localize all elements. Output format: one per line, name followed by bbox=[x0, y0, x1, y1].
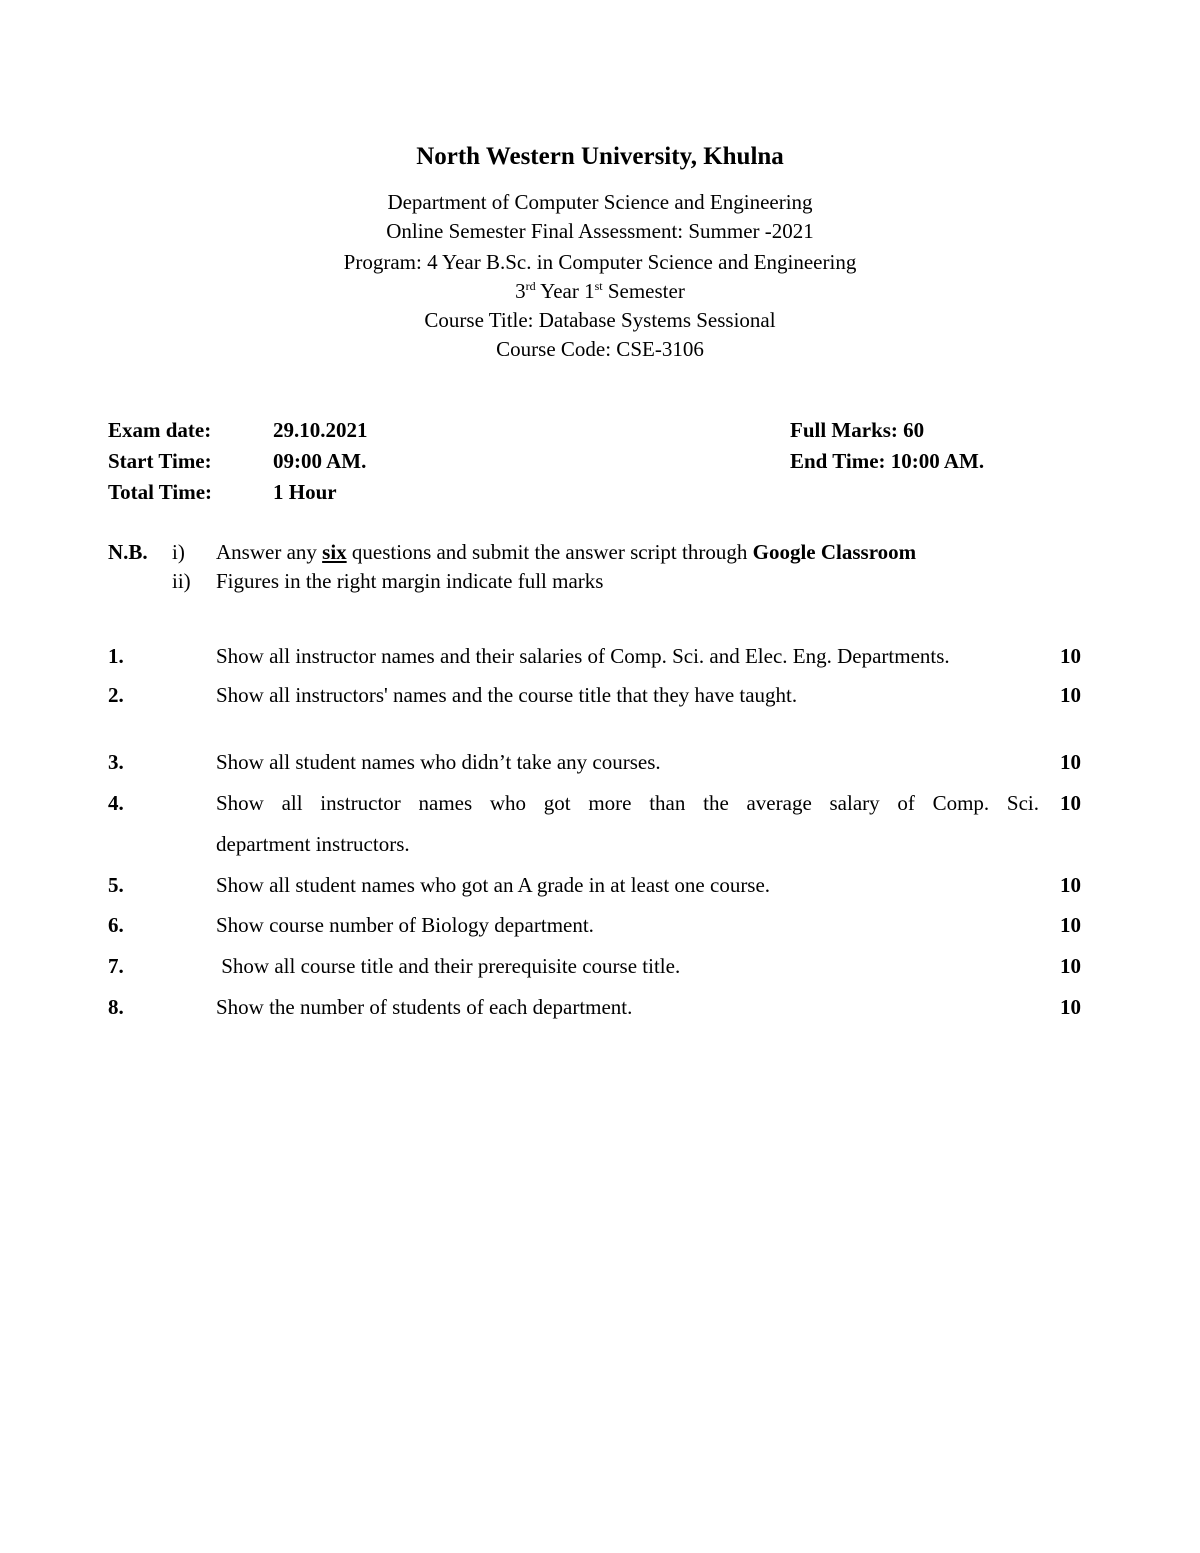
assessment-line: Online Semester Final Assessment: Summer -2021 bbox=[386, 219, 814, 243]
semester-superscript: st bbox=[594, 279, 603, 293]
start-time-label: Start Time: bbox=[108, 449, 212, 473]
course-title-line: Course Title: Database Systems Sessional bbox=[424, 308, 776, 332]
question-number: 7. bbox=[108, 954, 124, 978]
question-marks: 10 bbox=[1060, 791, 1081, 815]
course-code-line: Course Code: CSE-3106 bbox=[496, 337, 704, 361]
year-number: 3 bbox=[515, 279, 526, 303]
note-ii-text: Figures in the right margin indicate full marks bbox=[216, 569, 604, 593]
question-text: Show all instructor names and their salaries of Comp. Sci. and Elec. Eng. Departments. bbox=[216, 644, 950, 668]
note-i-google-classroom: Google Classroom bbox=[752, 540, 917, 564]
year-semester-line bbox=[0, 279, 1200, 304]
question-marks: 10 bbox=[1060, 913, 1081, 937]
question-number: 2. bbox=[108, 683, 124, 707]
question-marks: 10 bbox=[1060, 873, 1081, 897]
total-time-label: Total Time: bbox=[108, 480, 213, 504]
department-line: Department of Computer Science and Engineering bbox=[387, 190, 813, 214]
note-i-text bbox=[216, 540, 916, 565]
total-time-value: 1 Hour bbox=[273, 480, 337, 504]
note-i-text-b: questions and submit the answer script through bbox=[346, 540, 753, 564]
start-time-value: 09:00 AM. bbox=[273, 449, 367, 473]
question-text: Show the number of students of each department. bbox=[216, 995, 633, 1019]
note-ii-number: ii) bbox=[172, 569, 191, 593]
nb-label: N.B. bbox=[108, 540, 148, 564]
exam-date-label: Exam date: bbox=[108, 418, 212, 442]
note-i-number: i) bbox=[172, 540, 185, 564]
semester-word: Semester bbox=[602, 279, 685, 303]
question-text: Show all student names who didn’t take any courses. bbox=[216, 750, 661, 774]
note-i-text-a: Answer any bbox=[216, 540, 323, 564]
exam-date-value: 29.10.2021 bbox=[273, 418, 368, 442]
question-text: Show course number of Biology department. bbox=[216, 913, 594, 937]
note-i-six: six bbox=[322, 540, 347, 564]
question-marks: 10 bbox=[1060, 644, 1081, 668]
question-number: 3. bbox=[108, 750, 124, 774]
question-text: Show all instructor names who got more than the average salary of Comp. Sci. bbox=[216, 791, 1039, 815]
full-marks: Full Marks: 60 bbox=[790, 418, 925, 442]
question-number: 4. bbox=[108, 791, 124, 815]
question-marks: 10 bbox=[1060, 683, 1081, 707]
question-marks: 10 bbox=[1060, 995, 1081, 1019]
end-time: End Time: 10:00 AM. bbox=[790, 449, 985, 473]
question-text: Show all instructors' names and the course title that they have taught. bbox=[216, 683, 798, 707]
question-marks: 10 bbox=[1060, 954, 1081, 978]
question-marks: 10 bbox=[1060, 750, 1081, 774]
question-number: 5. bbox=[108, 873, 124, 897]
year-word: Year 1 bbox=[535, 279, 595, 303]
question-text: Show all student names who got an A grade in at least one course. bbox=[216, 873, 771, 897]
year-superscript: rd bbox=[525, 279, 536, 293]
question-number: 8. bbox=[108, 995, 124, 1019]
question-text: Show all course title and their prerequisite course title. bbox=[216, 954, 681, 978]
question-number: 6. bbox=[108, 913, 124, 937]
question-text-continued: department instructors. bbox=[216, 832, 410, 856]
program-line: Program: 4 Year B.Sc. in Computer Science and Engineering bbox=[343, 250, 857, 274]
university-name: North Western University, Khulna bbox=[416, 143, 784, 170]
question-number: 1. bbox=[108, 644, 124, 668]
